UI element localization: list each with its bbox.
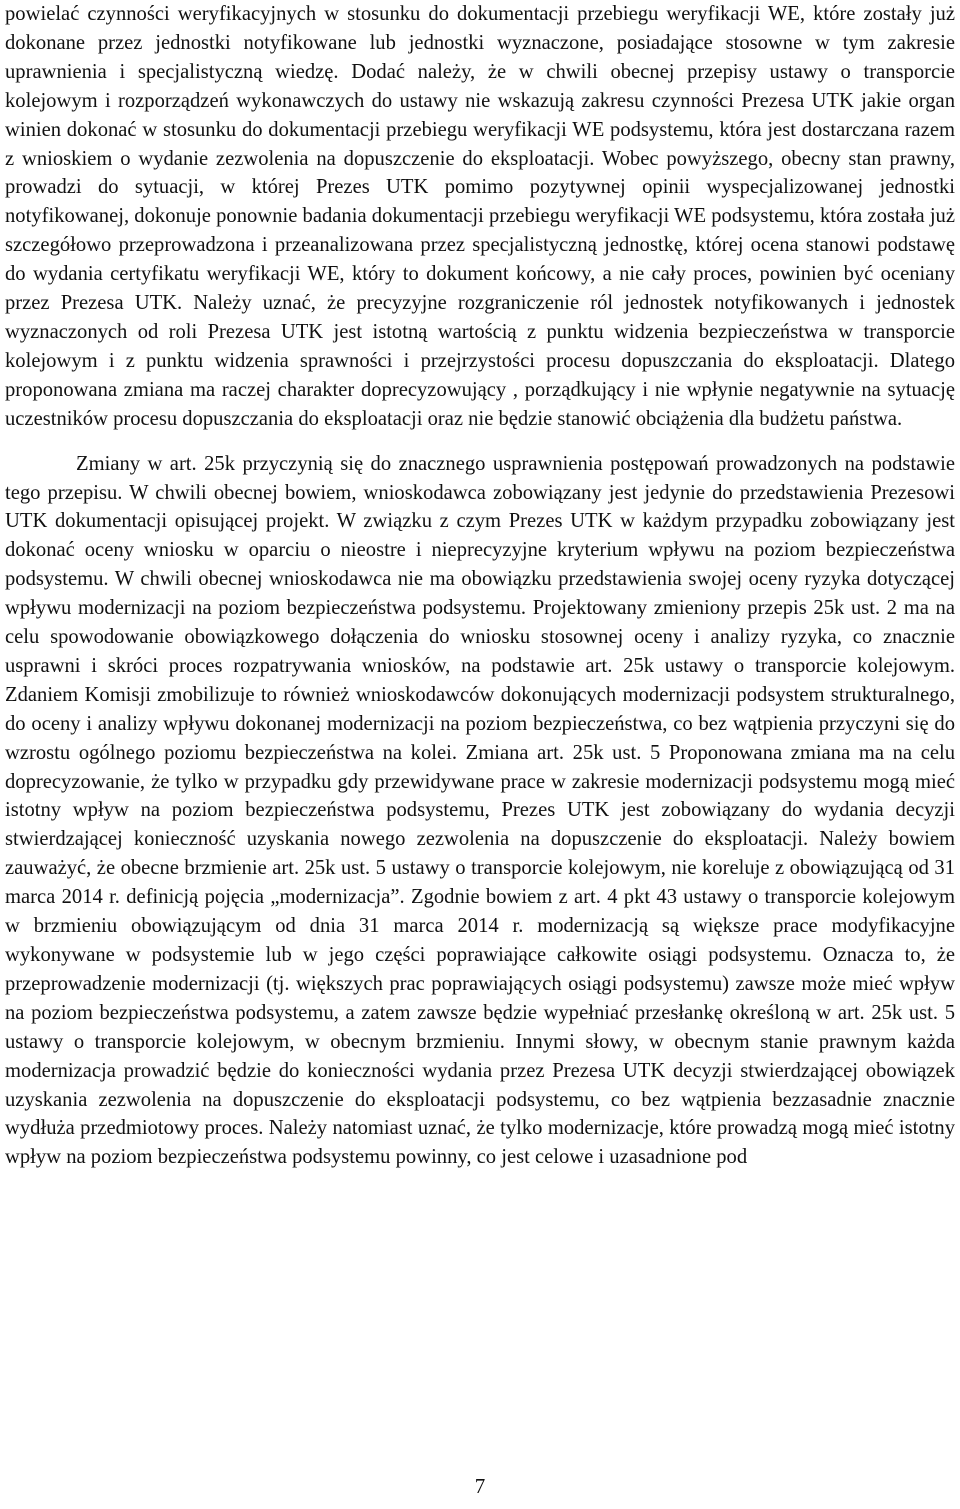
paragraph-2: Zmiany w art. 25k przyczynią się do znacznego usprawnienia postępowań prowadzonych na podstawie tego przepisu. W chwili obecnej bowiem, wnioskodawca zobowiązany jest jedynie do przedstawienia Prezesowi UTK dokumentacji opisującej projekt. W związku z czym Prezes UTK w każdym przypadku zobowiązany jest dokonać oceny wniosku w oparciu o nieostre i nieprecyzyjne kryterium wpływu na poziom bezpieczeństwa podsystemu. W chwili obecnej wnioskodawca nie ma obowiązku przedstawienia swojej oceny ryzyka dotyczącej wpływu modernizacji na poziom bezpieczeństwa podsystemu. Projektowany zmieniony przepis 25k ust. 2 ma na celu spowodowanie obowiązkowego dołączenia do wniosku stosownej oceny i analizy ryzyka, co znacznie usprawni i skróci proces rozpatrywania wniosków, na podstawie art. 25k ustawy o transporcie kolejowym. Zdaniem Komisji zmobilizuje to również wnioskodawców dokonujących modernizacji podsystem strukturalnego, do oceny i analizy wpływu dokonanej modernizacji na poziom bezpieczeństwa, co bez wątpienia przyczyni się do wzrostu ogólnego poziomu bezpieczeństwa na kolei. Zmiana art. 25k ust. 5 Proponowana zmiana ma na celu doprecyzowanie, że tylko w przypadku gdy przewidywane prace w zakresie modernizacji podsystemu mogą mieć istotny wpływ na poziom bezpieczeństwa podsystemu, Prezes UTK jest zobowiązany do wydania decyzji stwierdzającej konieczność uzyskania nowego zezwolenia na dopuszczenie do eksploatacji. Należy bowiem zauważyć, że obecne brzmienie art. 25k ust. 5 ustawy o transporcie kolejowym, nie koreluje z obowiązującą od 31 marca 2014 r. definicją pojęcia „modernizacja”. Zgodnie bowiem z art. 4 pkt 43 ustawy o transporcie kolejowym w brzmieniu obowiązującym od dnia 31 marca 2014 r. modernizacją są większe prace modyfikacyjne wykonywane w podsystemie lub w jego części poprawiające całkowite osiągi podsystemu. Oznacza to, że przeprowadzenie modernizacji (tj. większych prac poprawiających osiągi podsystemu) zawsze może mieć wpływ na poziom bezpieczeństwa podsystemu, a zatem zawsze będzie wypełniać przesłankę określoną w art. 25k ust. 5 ustawy o transporcie kolejowym, w obecnym brzmieniu. Innymi słowy, w obecnym stanie prawnym każda modernizacja prowadzić będzie do konieczności wydania przez Prezesa UTK decyzji stwierdzającej obowiązek uzyskania zezwolenia na dopuszczenie do eksploatacji podsystemu, co bez wątpienia bezzasadnie znacznie wydłuża przedmiotowy proces. Należy natomiast uznać, że tylko modernizacje, które prowadzą mogą mieć istotny wpływ na poziom bezpieczeństwa podsystemu powinny, co jest celowe i uzasadnione pod [5,452,955,1169]
paragraph-spacer [5,434,955,450]
page-number: 7 [474,1474,486,1498]
paragraph-1: powielać czynności weryfikacyjnych w stosunku do dokumentacji przebiegu weryfikacji WE, które zostały już dokonane przez jednostki notyfikowane lub jednostki wyznaczone, posiadające stosowne w tym zakresie uprawnienia i specjalistyczną wiedzę. Dodać należy, że w chwili obecnej przepisy ustawy o transporcie kolejowym i rozporządzeń wykonawczych do ustawy nie wskazują zakresu czynności Prezesa UTK jakie organ winien dokonać w stosunku do dokumentacji przebiegu weryfikacji WE podsystemu, która jest dostarczana razem z wnioskiem o wydanie zezwolenia na dopuszczenie do eksploatacji. Wobec powyższego, obecny stan prawny, prowadzi do sytuacji, w której Prezes UTK pomimo pozytywnej opinii wyspecjalizowanej jednostki notyfikowanej, dokonuje ponownie badania dokumentacji przebiegu weryfikacji WE podsystemu, która została już szczegółowo przeprowadzona i przeanalizowana przez specjalistyczną jednostkę, której ocena stanowi podstawę do wydania certyfikatu weryfikacji WE, który to dokument końcowy, a nie cały proces, powinien być oceniany przez Prezesa UTK. Należy uznać, że precyzyjne rozgraniczenie ról jednostek notyfikowanych i jednostek wyznaczonych od roli Prezesa UTK jest istotną wartością z punktu widzenia bezpieczeństwa w transporcie kolejowym i z punktu widzenia sprawności i przejrzystości procesu dopuszczania do eksploatacji. Dlatego proponowana zmiana ma raczej charakter doprecyzowujący , porządkujący i nie wpłynie negatywnie na sytuację uczestników procesu dopuszczania do eksploatacji oraz nie będzie stanowić obciążenia dla budżetu państwa. [5,3,955,430]
document-body [5,0,955,1172]
